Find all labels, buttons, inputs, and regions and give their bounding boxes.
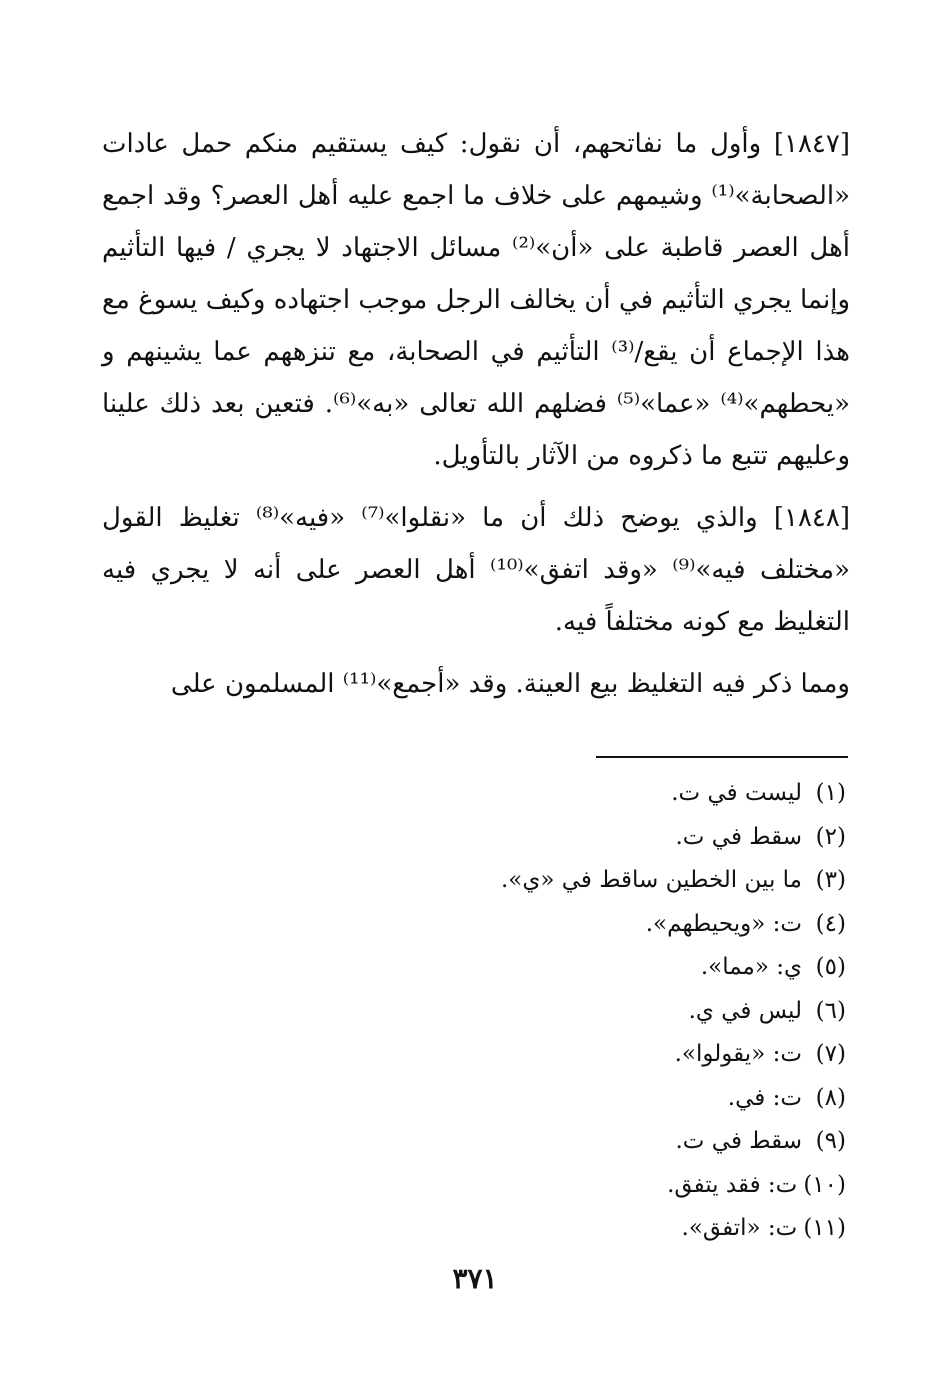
footnote-4 [286,903,846,947]
footnote-2 [286,816,846,860]
page-number: ٣٧١ [452,1262,498,1295]
footnote-7 [286,1033,846,1077]
footnote-number: (١١) [803,1215,846,1241]
footnote-text: ت: «يقولوا». [674,1041,802,1067]
footnote-number: (٢) [815,823,846,850]
footnote-text: ت: فقد يتفق. [667,1171,798,1198]
footnote-9 [286,1120,846,1164]
footnote-number: (٣) [815,867,846,893]
footnote-separator [596,756,848,758]
footnote-1 [286,772,846,816]
footnote-3 [286,859,846,903]
footnote-number: (٩) [815,1128,846,1154]
footnote-text: ت: «اتفق». [681,1215,798,1241]
footnote-number: (٧) [815,1041,846,1067]
paragraph-1847: [١٨٤٧] وأول ما نفاتحهم، أن نقول: كيف يستقيم منكم حمل عادات «الصحابة»⁽¹⁾ وشيمهم على خلاف ما اجمع عليه أهل العصر؟ وقد اجمع أهل العصر قاطبة على «أن»⁽²⁾ مسائل الاجتهاد لا يجري / فيها التأثيم وإنما يجري التأثيم في أن يخالف الرجل موجب اجتهاده وكيف يسوغ مع هذا الإجماع أن يقع/⁽³⁾ التأثيم في الصحابة، مع تنزههم عما يشينهم و «يحطهم»⁽⁴⁾ «عما»⁽⁵⁾ فضلهم الله تعالى «به»⁽⁶⁾. فتعين بعد ذلك علينا وعليهم تتبع ما ذكروه من الآثار بالتأويل. [102,129,851,471]
footnote-number: (٨) [815,1084,846,1111]
footnote-11 [286,1207,846,1251]
paragraph-1848: [١٨٤٨] والذي يوضح ذلك أن ما «نقلوا»⁽⁷⁾ «فيه»⁽⁸⁾ تغليظ القول «مختلف فيه»⁽⁹⁾ «وقد اتفق»⁽¹⁰⁾ أهل العصر على أنه لا يجري فيه التغليظ مع كونه مختلفاً فيه. [102,503,851,637]
footnote-5 [286,946,846,990]
footnote-text: ليس في ي. [688,997,802,1024]
footnote-number: (١) [815,780,846,806]
footnotes [286,772,846,1251]
footnote-text: سقط في ت. [675,823,802,850]
footnote-text: ما بين الخطين ساقط في «ي». [500,867,802,893]
footnote-number: (٤) [815,910,846,937]
footnote-text: ت: «ويحيطهم». [645,910,802,937]
footnote-8 [286,1077,846,1121]
footnote-text: سقط في ت. [675,1128,802,1154]
footnote-text: ت: في. [727,1084,802,1111]
paragraph-continuation: ومما ذكر فيه التغليظ بيع العينة. وقد «أجمع»⁽¹¹⁾ المسلمون على [170,669,850,699]
main-text [102,118,850,710]
footnote-text: ليست في ت. [671,780,802,806]
footnote-number: (٦) [815,997,846,1024]
footnote-text: ي: «مما». [700,954,802,980]
footnote-10 [286,1164,846,1208]
footnote-6 [286,990,846,1034]
footnote-number: (٥) [815,954,846,980]
footnote-number: (١٠) [803,1171,846,1198]
